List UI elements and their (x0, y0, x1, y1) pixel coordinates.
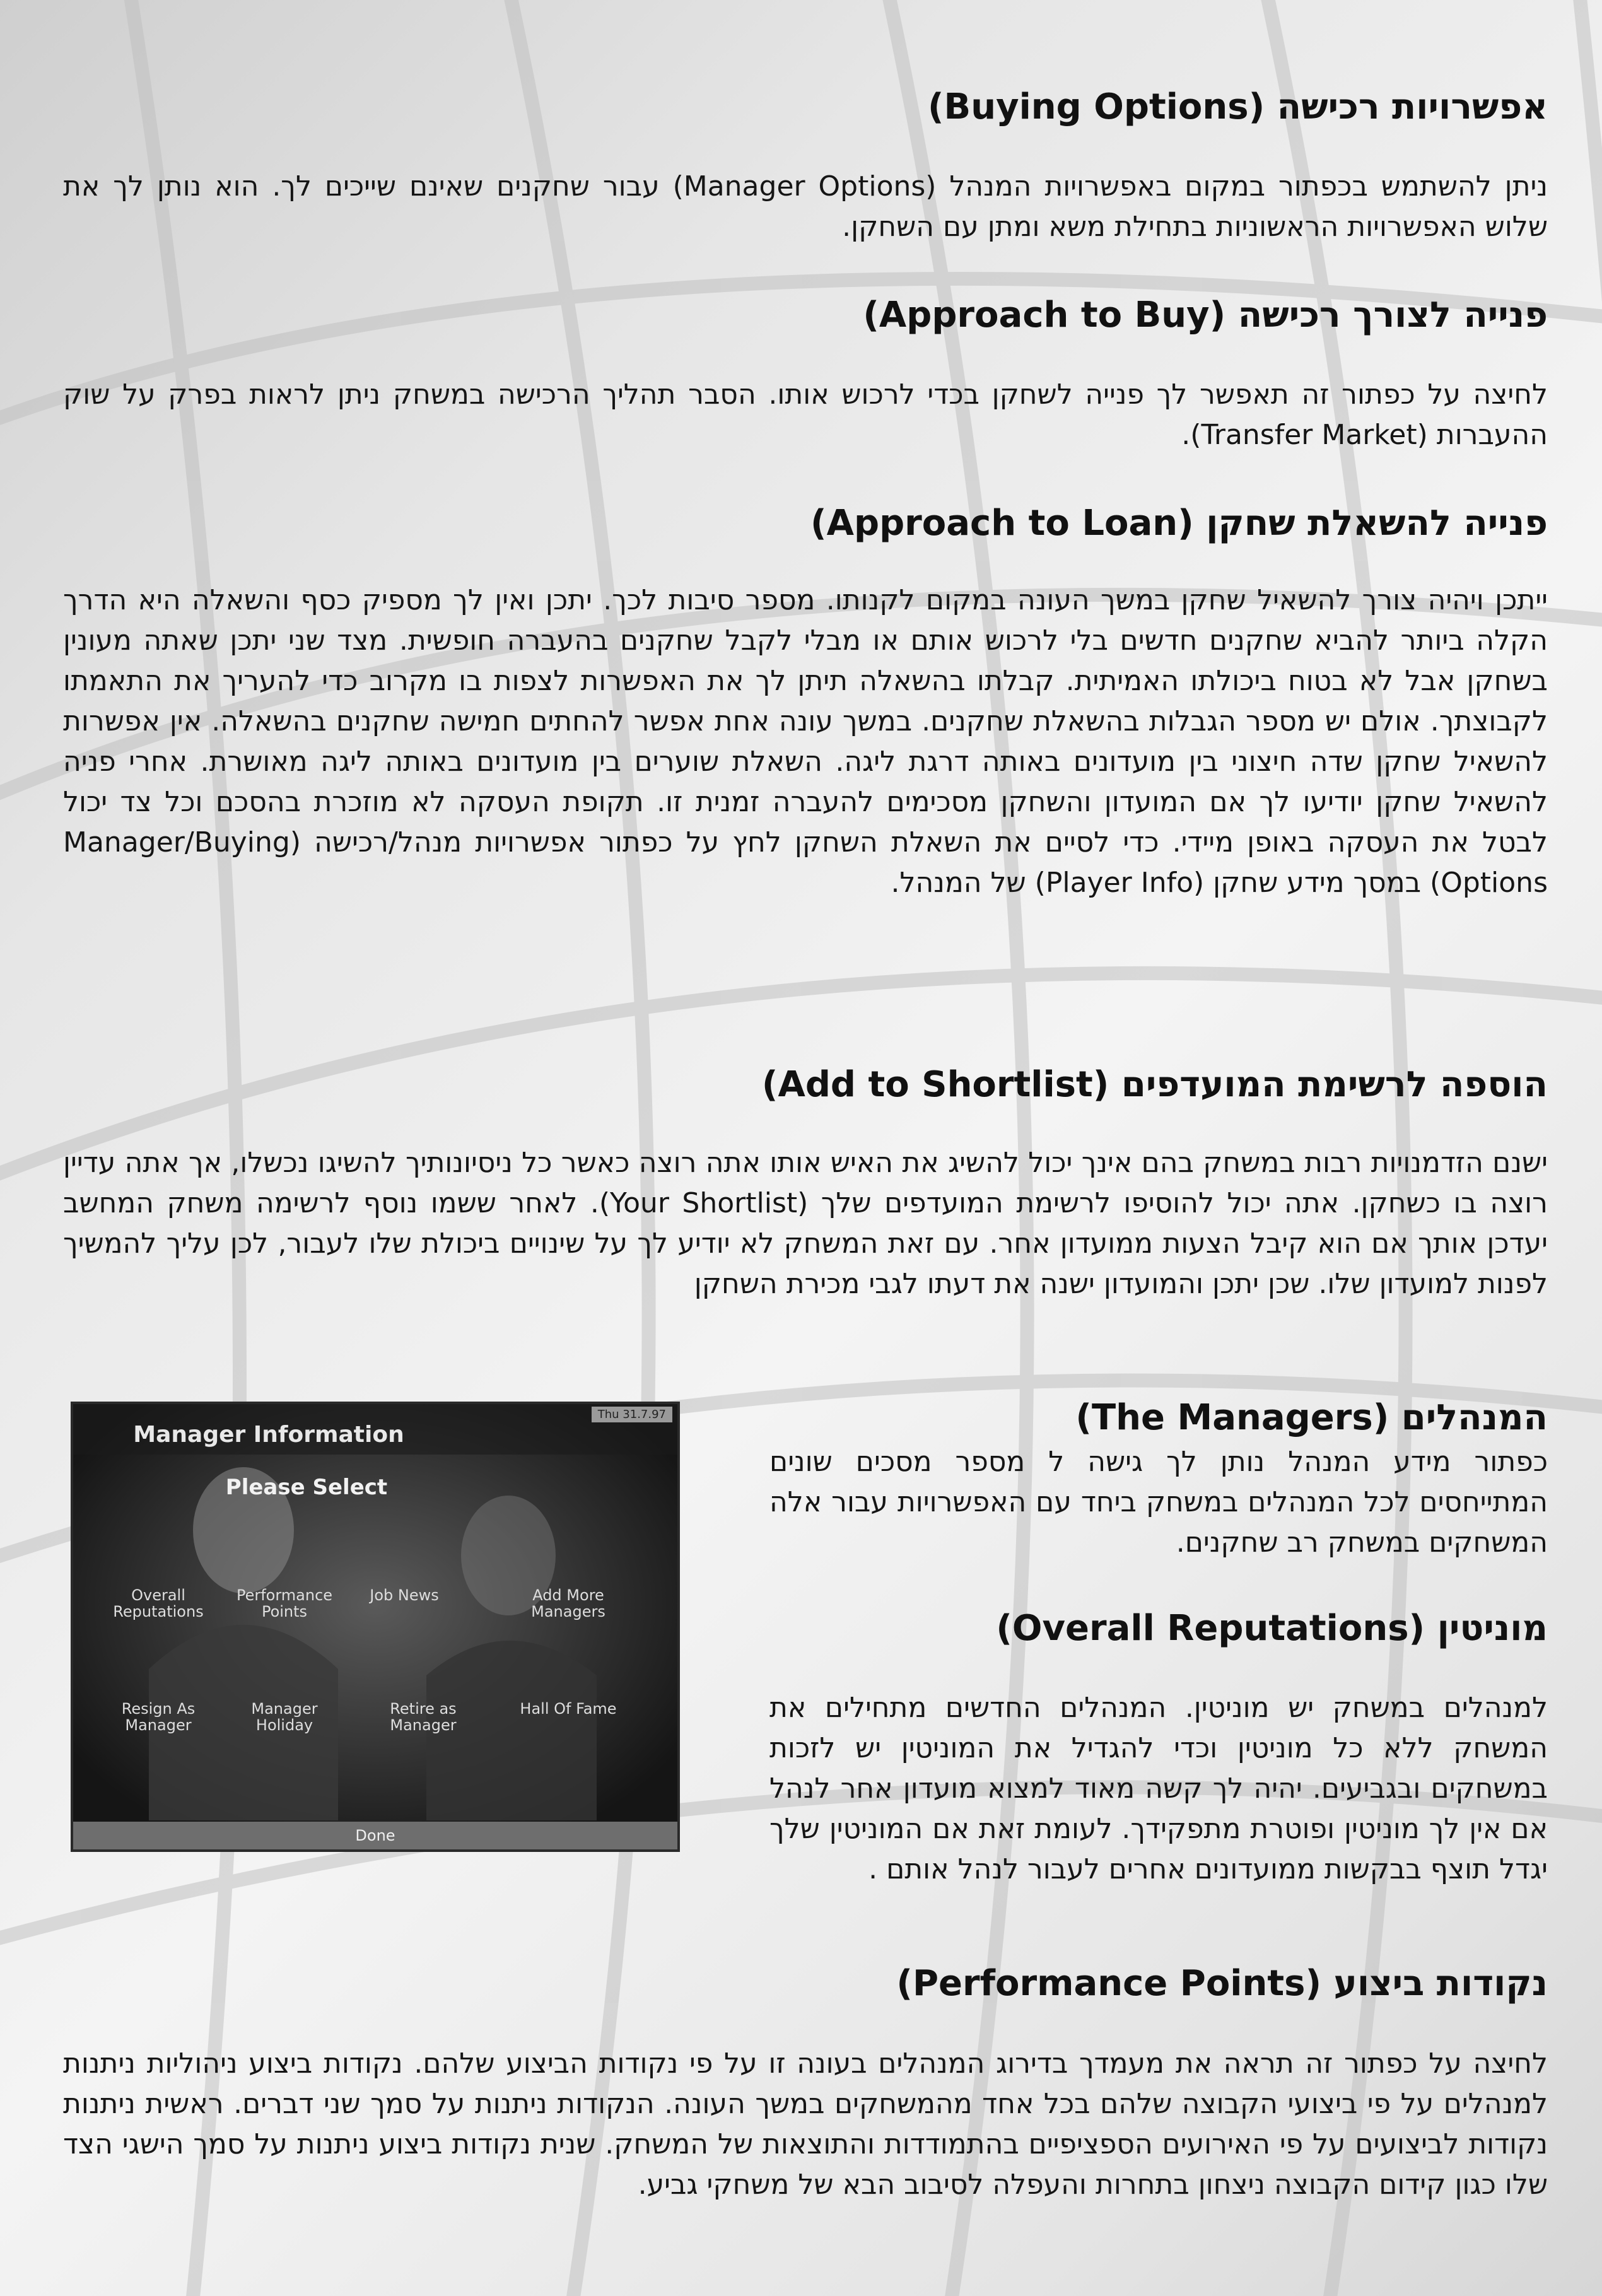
heading-add-to-shortlist: הוספה לרשימת המועדפים (Add to Shortlist) (761, 1064, 1548, 1105)
paragraph-approach-to-buy: לחיצה על כפתור זה תאפשר לך פנייה לשחקן בכדי לרכוש אותו. הסבר תהליך הרכישה במשחק ניתן לראות בפרק על שוק ההעברות (Transfer Market). (63, 378, 1548, 451)
please-select-prompt: Please Select (225, 1475, 388, 1500)
option-retire-as-manager[interactable]: Retire as Manager (390, 1700, 457, 1734)
option-manager-holiday[interactable]: Manager Holiday (251, 1700, 318, 1734)
done-button[interactable]: Done (73, 1822, 677, 1849)
paragraph-the-managers: כפתור מידע המנהל נותן לך גישה ל מספר מסכים שונים המתייחסים לכל המנהלים במשחק ביחד עם האפשרויות עבור אלה המשחקים במשחק רב שחקנים. (769, 1446, 1548, 1559)
paragraph-approach-to-loan: ייתכן ויהיה צורך להשאיל שחקן במשך העונה במקום לקנותו. מספר סיבות לכך. יתכן ואין לך מספיק כסף והשאלה היא הדרך הקלה ביותר להביא שחקנים חדשים בלי לרכוש אותם או מבלי לקבל שחקנים בהעברה חופשית. מצד שני יתכן שאתה מעונין בשחקן אבל לא בטוח ביכולתו האמיתית. קבלתו בהשאלה תיתן לך את האפשרות לצפות בו מקרוב כדי להעריך את התאמתו לקבוצתך. אולם יש מספר הגבלות בהשאלת שחקנים. במשך עונה אחת אפשר להחתים חמישה שחקנים בהשאלה. אין אפשרות להשאיל שחקן שדה חיצוני בין מועדונים באותה דרגת ליגה. השאלת שוערים בין מועדונים באותה ליגה מאושרת. אחרי פניה להשאיל שחקן יודיעו לך אם המועדון והשחקן מסכימים להעברה זמנית זו. תקופת העסקה לא מוזכרת בהסכם וכל צד יכול לבטל את העסקה באופן מיידי. כדי לסיים את השאלת השחקן לחץ על כפתור אפשרויות מנהל/רכישה (Manager/Buying Options) במסך מידע שחקן (Player Info) של המנהל. (63, 584, 1548, 899)
option-add-more-managers[interactable]: Add More Managers (531, 1586, 605, 1620)
option-overall-reputations[interactable]: Overall Reputations (113, 1586, 204, 1620)
manager-photo-image (73, 1404, 677, 1849)
paragraph-add-to-shortlist: ישנם הזדמנויות רבות במשחק בהם אינך יכול להשיג את האיש אותו אתה רוצה כאשר כל ניסיונותיך להשיגו נכשלו, אך אתה עדיין רוצה בו כשחקן. אתה יכול להוסיפו לרשימת המועדפים שלך (Your Shortlist). לאחר ששמו נוסף לרשימה משחק המחשב יעדכן אותך אם הוא קיבל הצעות ממועדון אחר. עם זאת המשחק לא יודיע לך על שינויים ביכולת שלו לעבור, לכן עליך להמשיך לפנות למועדון שלו. שכן יתכן והמועדון ישנה את דעתו לגבי מכירת השחקן (63, 1147, 1548, 1300)
option-resign-as-manager[interactable]: Resign As Manager (121, 1700, 196, 1734)
option-performance-points[interactable]: Performance Points (236, 1586, 333, 1620)
heading-approach-to-buy: פנייה לצורך רכישה (Approach to Buy) (863, 295, 1548, 336)
paragraph-buying-options: ניתן להשתמש בכפתור במקום באפשרויות המנהל (Manager Options) עבור שחקנים שאינם שייכים לך. הוא נותן לך את שלוש האפשרויות הראשוניות בתחילת משא ומתן עם השחקן. (63, 170, 1548, 243)
paragraph-overall-reputations: למנהלים במשחק יש מוניטין. המנהלים החדשים מתחילים את המשחק ללא כל מוניטין וכדי להגדיל את המוניטין יש לזכות במשחקים ובגביעים. יהיה לך קשה מאוד למצוא מועדון אחר לנהל אם אין לך מוניטין ופוטרת מתפקידך. לעומת זאת אם המוניטין שלך יגדל תוצף בבקשות ממועדונים אחרים לעבור לנהל אותם . (769, 1692, 1548, 1885)
game-clock: Thu 31.7.97 (592, 1407, 672, 1422)
heading-overall-reputations: מוניטין (Overall Reputations) (996, 1608, 1548, 1649)
paragraph-performance-points: לחיצה על כפתור זה תראה את מעמדך בדירוג המנהלים בעונה זו על פי נקודות הביצוע שלהם. נקודות ביצוע ניהוליות ניתנות למנהלים על פי ביצועי הקבוצה שלהם בכל אחד מהמשחקים במשך העונה. הנקודות ניתנות על סמך שני דברים. ראשית ניתנות נקודות לביצועים על פי האירועים הספציפיים בהתמודדות והתוצאות של המשחק. שנית נקודות ביצוע ניתנות על סמך הישגי הצד שלו כגון קידום הקבוצה ניצחון בתחרות והעפלה לסיבוב הבא של משחקי גביע. (63, 2047, 1548, 2201)
option-hall-of-fame[interactable]: Hall Of Fame (520, 1700, 617, 1718)
heading-buying-options: אפשרויות רכישה (Buying Options) (927, 86, 1548, 127)
heading-performance-points: נקודות ביצוע (Performance Points) (896, 1963, 1548, 2004)
option-job-news[interactable]: Job News (370, 1586, 439, 1604)
heading-the-managers: המנהלים (The Managers) (1075, 1397, 1548, 1438)
manager-information-screenshot (71, 1402, 680, 1852)
screen-title: Manager Information (133, 1422, 404, 1448)
heading-approach-to-loan: פנייה להשאלת שחקן (Approach to Loan) (810, 503, 1548, 544)
